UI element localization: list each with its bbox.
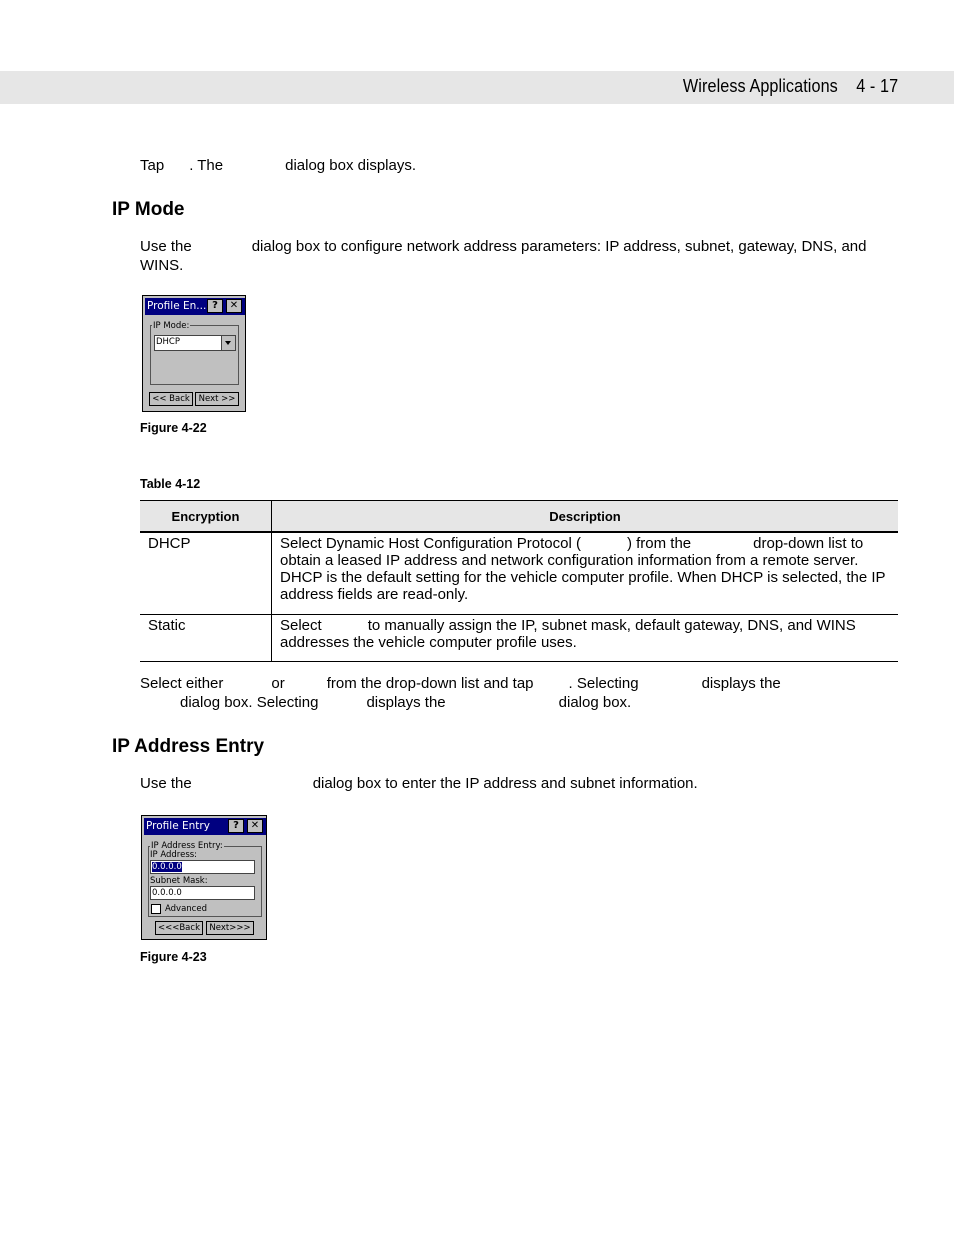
subnet-mask-input[interactable] — [150, 886, 255, 900]
select-instructions — [140, 674, 900, 712]
ip-address-entry-heading: IP Address Entry — [112, 736, 265, 757]
subnet-mask-label: Subnet Mask: — [150, 876, 208, 886]
subnet-mask-value: 0.0.0.0 — [152, 888, 182, 898]
intro-tap: Tap — [140, 157, 165, 174]
table-row — [140, 614, 898, 661]
profile-entry-ip-mode-dialog — [142, 295, 246, 412]
figure-4-23-caption: Figure 4-23 — [140, 950, 207, 964]
select-p3: from the drop-down list and tap — [326, 675, 534, 692]
ip-mode-use-the: Use the — [140, 238, 192, 255]
ip-mode-group — [150, 325, 239, 385]
next-button[interactable]: Next >> — [195, 392, 239, 406]
ip-mode-desc-rest: dialog box to configure network address parameters: IP address, subnet, gateway, DNS, and — [251, 238, 867, 255]
intro-the: . The — [189, 157, 224, 174]
back-button[interactable]: << Back — [149, 392, 193, 406]
column-header-encryption: Encryption — [140, 501, 272, 533]
ipa-desc-rest: dialog box to enter the IP address and subnet information. — [312, 775, 698, 792]
ip-mode-dropdown[interactable] — [154, 335, 236, 351]
table-header-row — [140, 501, 898, 533]
profile-entry-ip-address-dialog — [141, 815, 267, 940]
figure-4-22-caption: Figure 4-22 — [140, 421, 207, 435]
advanced-label: Advanced — [165, 904, 207, 914]
intro-displays: dialog box displays. — [285, 157, 417, 174]
dhcp-desc-part-b: ) from the — [626, 535, 692, 552]
row-name-dhcp: DHCP — [140, 532, 272, 614]
static-desc-part-b: to manually assign the IP, subnet mask, default gateway, DNS, and WINS addresses the vehicle computer profile uses. — [280, 616, 856, 651]
ip-mode-dropdown-value: DHCP — [156, 337, 180, 347]
back-button[interactable]: <<<Back — [155, 921, 203, 935]
help-button[interactable]: ? — [207, 299, 223, 313]
column-header-description: Description — [272, 501, 899, 533]
ip-address-entry-group-label: IP Address Entry: — [151, 841, 223, 851]
row-description-static — [272, 614, 899, 661]
ip-address-entry-description — [140, 774, 698, 793]
intro-line — [140, 156, 416, 175]
advanced-checkbox[interactable] — [151, 904, 161, 914]
static-desc-part-a: Select — [280, 616, 322, 634]
dialog-title: Profile En... — [147, 300, 207, 312]
ipa-use-the: Use the — [140, 775, 192, 792]
close-button[interactable]: ✕ — [247, 819, 263, 833]
select-p7: displays the — [366, 694, 446, 711]
ip-address-value: 0.0.0.0 — [152, 862, 182, 872]
ip-mode-heading: IP Mode — [112, 199, 185, 220]
ip-mode-description — [140, 237, 900, 275]
row-description-dhcp — [272, 532, 899, 614]
ip-mode-options-table — [140, 500, 898, 662]
chevron-down-icon[interactable] — [221, 336, 235, 350]
header-section: Wireless Applications — [682, 76, 838, 96]
dialog-title: Profile Entry — [146, 820, 210, 832]
ip-address-input[interactable] — [150, 860, 255, 874]
select-p4: . Selecting — [568, 675, 639, 692]
select-p5: displays the — [701, 675, 781, 692]
dhcp-desc-part-a: Select Dynamic Host Configuration Protocol ( — [280, 535, 581, 552]
select-p8: dialog box. — [558, 694, 632, 711]
running-header — [683, 76, 898, 97]
table-4-12-caption: Table 4-12 — [140, 477, 201, 491]
select-p6: dialog box. Selecting — [180, 694, 319, 711]
header-page-number: 4 - 17 — [856, 76, 898, 96]
row-name-static: Static — [140, 614, 272, 661]
ip-address-label: IP Address: — [150, 850, 198, 860]
select-p1: Select either — [140, 675, 224, 692]
next-button[interactable]: Next>>> — [206, 921, 254, 935]
ip-mode-desc-line2: WINS. — [140, 257, 184, 274]
dhcp-desc-part-c: drop-down list to obtain a leased IP address and network configuration information from a remote server. DHCP is the default setting for the vehicle computer profile. When DHCP is selected, the IP address fields are read-only. — [280, 535, 886, 603]
select-p2: or — [271, 675, 285, 692]
close-button[interactable]: ✕ — [226, 299, 242, 313]
ip-mode-group-label: IP Mode: — [153, 321, 190, 331]
table-row — [140, 532, 898, 614]
help-button[interactable]: ? — [228, 819, 244, 833]
